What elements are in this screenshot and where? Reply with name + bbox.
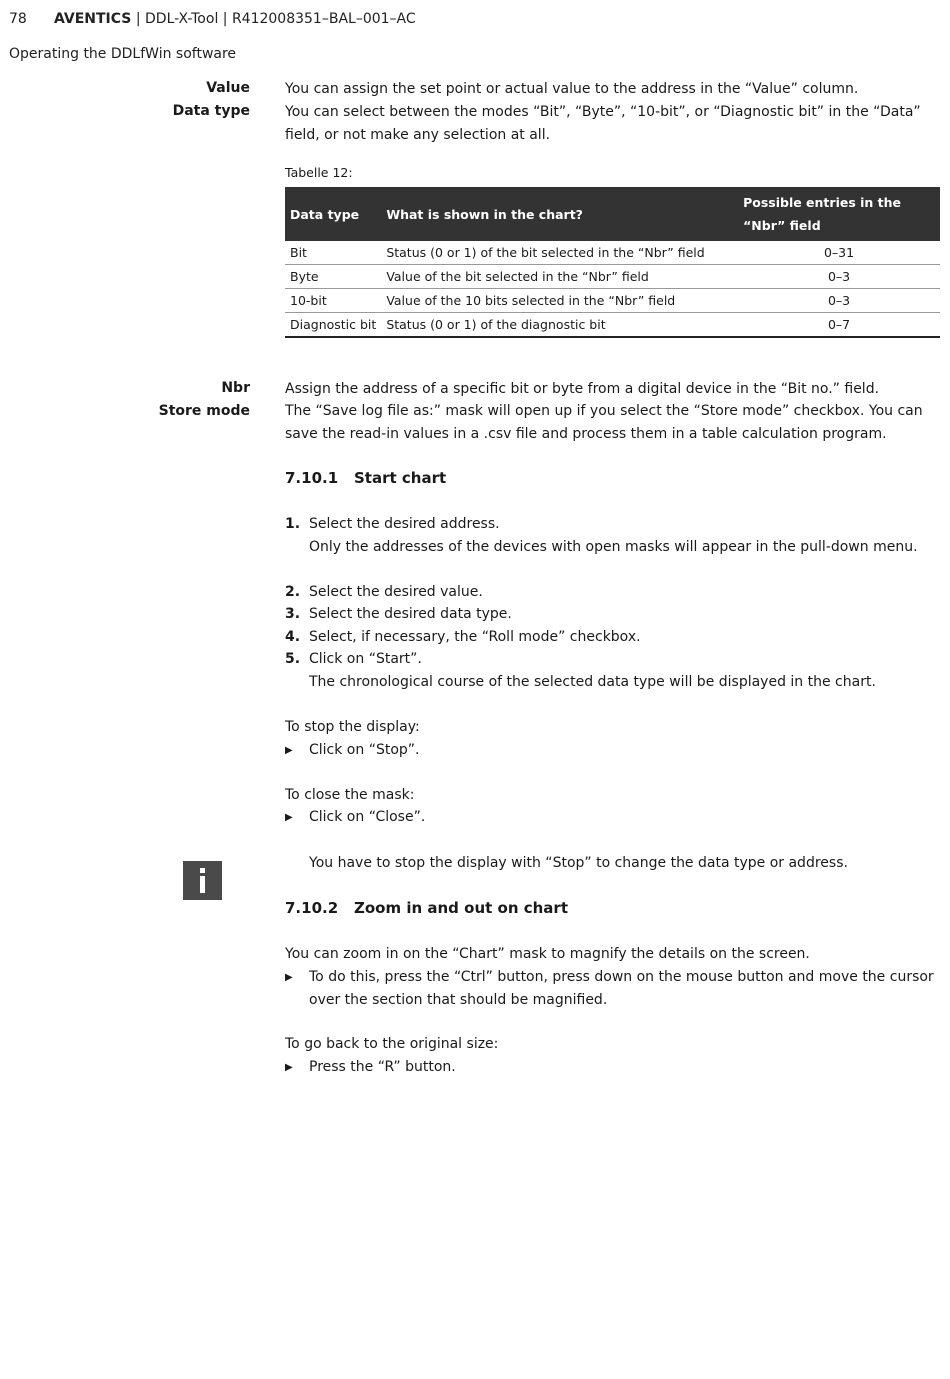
heading-zoom-chart — [285, 899, 568, 917]
step-text: Select the desired address. — [309, 516, 500, 532]
triangle-bullet-icon: ▶ — [285, 1062, 293, 1073]
table-cell: 0–3 — [738, 265, 940, 289]
term-data-type: Data type — [172, 103, 250, 119]
step-text: Select, if necessary, the “Roll mode” checkbox. — [309, 629, 641, 645]
data-type-table — [285, 187, 940, 338]
heading-start-chart — [285, 469, 446, 487]
close-intro: To close the mask: — [285, 787, 415, 803]
col-header-data-type: Data type — [285, 187, 381, 241]
bullet-item — [285, 806, 940, 830]
col-header-chart: What is shown in the chart? — [381, 187, 738, 241]
step-item — [285, 648, 422, 671]
zoom-intro: You can zoom in on the “Chart” mask to magnify the details on the screen. — [285, 946, 810, 962]
heading-text: Zoom in and out on chart — [354, 899, 568, 917]
step-number: 3. — [285, 606, 301, 622]
table-cell: Diagnostic bit — [285, 313, 381, 338]
table-cell: Status (0 or 1) of the diagnostic bit — [381, 313, 738, 338]
table-row — [285, 241, 940, 265]
table-cell: 10-bit — [285, 289, 381, 313]
col-header-nbr: Possible entries in the “Nbr” field — [738, 187, 940, 241]
info-note: You have to stop the display with “Stop” to change the data type or address. — [309, 855, 848, 871]
step-text: Select the desired value. — [309, 584, 483, 600]
brand-name: AVENTICS — [54, 11, 132, 27]
info-icon — [183, 861, 222, 900]
doc-info: | DDL-X-Tool | R412008351–BAL–001–AC — [131, 11, 416, 27]
text-value: You can assign the set point or actual value to the address in the “Value” column. — [285, 81, 859, 97]
table-cell: Bit — [285, 241, 381, 265]
text-nbr: Assign the address of a specific bit or byte from a digital device in the “Bit no.” field. — [285, 381, 880, 397]
triangle-bullet-icon: ▶ — [285, 972, 293, 983]
table-cell: 0–31 — [738, 241, 940, 265]
bullet-text: Press the “R” button. — [309, 1059, 456, 1075]
stop-intro: To stop the display: — [285, 719, 420, 735]
step-number: 2. — [285, 584, 301, 600]
term-store-mode: Store mode — [158, 403, 250, 419]
table-row — [285, 313, 940, 338]
section-title: Operating the DDLfWin software — [9, 46, 237, 62]
bullet-text: To do this, press the “Ctrl” button, press down on the mouse button and move the cursor over the section that should be magnified. — [309, 969, 934, 1008]
step-number: 1. — [285, 516, 301, 532]
page-number: 78 — [9, 11, 27, 27]
bullet-item — [285, 1056, 940, 1080]
table-cell: 0–3 — [738, 289, 940, 313]
step-note: The chronological course of the selected data type will be displayed in the chart. — [309, 674, 876, 690]
text-data-type: You can select between the modes “Bit”, “Byte”, “10-bit”, or “Diagnostic bit” in the “Data” field, or not make any selection at all. — [285, 104, 921, 143]
bullet-item — [285, 966, 940, 1011]
step-item — [285, 581, 483, 604]
term-value: Value — [206, 80, 250, 96]
step-item — [285, 513, 500, 536]
back-intro: To go back to the original size: — [285, 1036, 499, 1052]
table-header-row — [285, 187, 940, 241]
step-text: Select the desired data type. — [309, 606, 512, 622]
step-number: 5. — [285, 651, 301, 667]
table-caption: Tabelle 12: — [285, 165, 353, 180]
triangle-bullet-icon: ▶ — [285, 745, 293, 756]
step-item — [285, 626, 641, 649]
heading-number: 7.10.2 — [285, 899, 339, 917]
bullet-text: Click on “Close”. — [309, 809, 426, 825]
step-number: 4. — [285, 629, 301, 645]
bullet-text: Click on “Stop”. — [309, 742, 420, 758]
heading-number: 7.10.1 — [285, 469, 339, 487]
table-cell: Value of the 10 bits selected in the “Nbr” field — [381, 289, 738, 313]
table-cell: Byte — [285, 265, 381, 289]
table-cell: 0–7 — [738, 313, 940, 338]
text-store-mode: The “Save log file as:” mask will open up if you select the “Store mode” checkbox. You can save the read-in values in a .csv file and process them in a table calculation program. — [285, 403, 923, 442]
triangle-bullet-icon: ▶ — [285, 812, 293, 823]
table-row — [285, 265, 940, 289]
table-cell: Value of the bit selected in the “Nbr” field — [381, 265, 738, 289]
bullet-item — [285, 739, 940, 763]
step-item — [285, 603, 512, 626]
term-nbr: Nbr — [221, 380, 250, 396]
step-text: Click on “Start”. — [309, 651, 422, 667]
page-header — [9, 11, 416, 27]
table-cell: Status (0 or 1) of the bit selected in the “Nbr” field — [381, 241, 738, 265]
step-note: Only the addresses of the devices with open masks will appear in the pull-down menu. — [309, 539, 918, 555]
heading-text: Start chart — [354, 469, 447, 487]
table-row — [285, 289, 940, 313]
